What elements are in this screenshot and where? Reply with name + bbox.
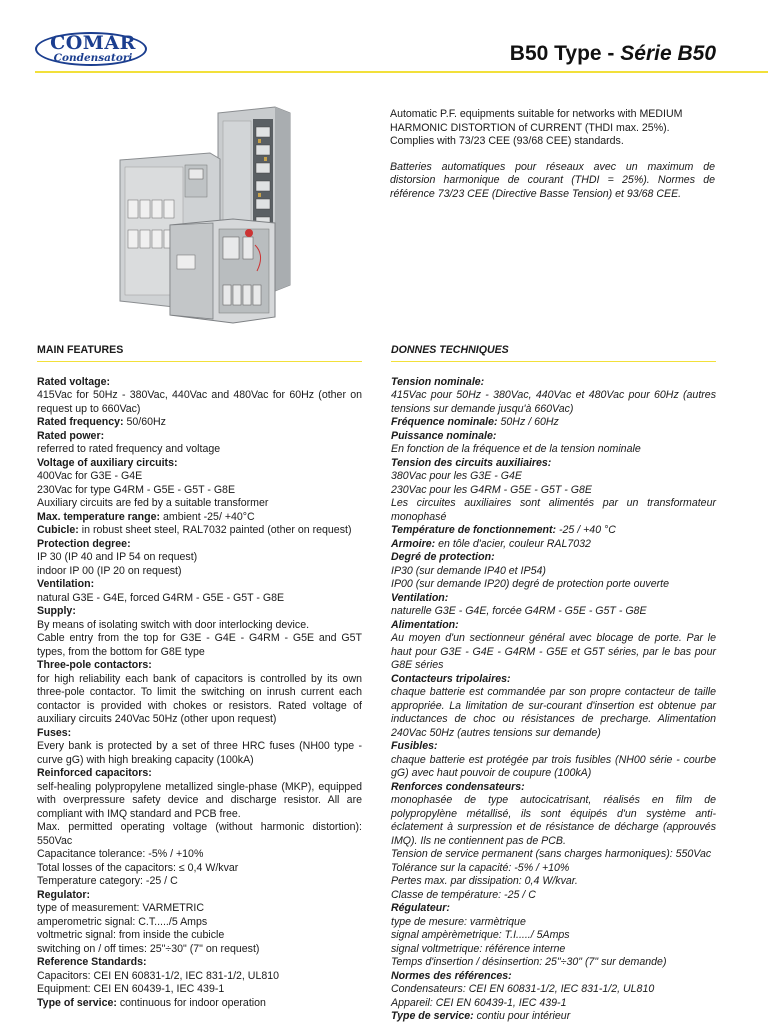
spec-item (391, 416, 716, 430)
donnes-techniques-heading: DONNES TECHNIQUES (391, 344, 716, 362)
spec-label: Fusibles: (391, 740, 438, 752)
spec-line: self-healing polypropylene metallized single-phase (MKP), equipped with overpressure safety device and discharge resistor. All are compliant with IMQ standard and PCB free. (37, 780, 362, 820)
spec-line: By means of isolating switch with door interlocking device. (37, 618, 310, 631)
spec-item (391, 781, 716, 903)
spec-line: chaque batterie est commandée par son propre contacteur de taille appropriée. La limitation de sur-courant d'insertion est obtenue par inductances de choc ou résistances de precharge. Alimentation 240Vac 50Hz (autres tensions sur demande) (391, 686, 716, 739)
spec-item (391, 673, 716, 741)
spec-item (391, 902, 716, 970)
spec-label: Ventilation: (391, 591, 449, 604)
header-rule (35, 71, 768, 73)
spec-item (391, 740, 716, 781)
spec-line: En fonction de la fréquence et de la tension nominale (391, 443, 641, 455)
spec-line: Temps d'insertion / désinsertion: 25"÷30" (7" sur demande) (391, 956, 667, 968)
spec-line: Tension de service permanent (sans charges harmoniques): 550Vac (391, 848, 712, 860)
spec-label: Rated voltage: (37, 375, 110, 388)
spec-item (391, 457, 716, 525)
spec-line: chaque batterie est protégée par trois fusibles (NH00 série - courbe gG) avec haut pouvoir de coupure (100kA) (391, 753, 716, 779)
spec-value: ambient -25/ +40°C (163, 510, 255, 523)
spec-label: Degré de protection: (391, 551, 495, 563)
spec-line: voltmetric signal: from inside the cubicle (37, 929, 225, 941)
spec-line: 380Vac pour les G3E - G4E (391, 470, 522, 482)
intro-french: Batteries automatiques pour réseaux avec un maximum de distorsion harmonique de courant (THDI = 25%). Normes de référence 73/23 CEE (Directive Basse Tension) et 93/68 CEE. (390, 160, 715, 200)
spec-line: Every bank is protected by a set of three HRC fuses (NH00 type - curve gG) with high breaking capacity (100kA) (37, 740, 362, 766)
spec-line: type de mesure: varmètrique (391, 915, 526, 928)
spec-label: Alimentation: (391, 618, 459, 631)
spec-item (37, 889, 362, 957)
spec-line: IP30 (sur demande IP40 et IP54) (391, 564, 546, 577)
spec-value: in robust sheet steel, RAL7032 painted (other on request) (81, 524, 352, 536)
main-features-list (37, 376, 362, 1011)
spec-line: Cable entry from the top for G3E - G4E - G4RM - G5E and G5T types, from the bottom for G8E type (37, 632, 362, 658)
spec-line: Capacitors: CEI EN 60831-1/2, IEC 831-1/2, UL810 (37, 969, 280, 982)
spec-label: Three-pole contactors: (37, 659, 152, 671)
spec-item (391, 592, 716, 619)
spec-line: Pertes max. par dissipation: 0,4 W/kvar. (391, 875, 578, 887)
spec-label: Max. temperature range: (37, 510, 161, 523)
spec-label: Supply: (37, 605, 76, 617)
spec-label: Reference Standards: (37, 956, 147, 968)
spec-line: Auxiliary circuits are fed by a suitable transformer (37, 497, 269, 509)
page-title (510, 42, 716, 66)
spec-line: natural G3E - G4E, forced G4RM - G5E - G5T - G8E (37, 591, 285, 604)
title-main: B50 Type - (509, 42, 621, 65)
spec-line: IP 30 (IP 40 and IP 54 on request) (37, 551, 198, 563)
spec-label: Puissance nominale: (391, 429, 497, 442)
spec-line: Total losses of the capacitors: ≤ 0,4 W/kvar (37, 861, 239, 874)
main-features-column (37, 344, 362, 1010)
spec-label: Voltage of auxiliary circuits: (37, 456, 178, 469)
spec-line: 230Vac for type G4RM - G5E - G5T - G8E (37, 483, 236, 496)
spec-item (391, 430, 716, 457)
spec-item (37, 511, 362, 525)
spec-line: 400Vac for G3E - G4E (37, 470, 143, 482)
spec-line: 415Vac pour 50Hz - 380Vac, 440Vac et 480Vac pour 60Hz (autres tensions sur demande jusqu'à 660Vac) (391, 389, 716, 415)
spec-label: Tension nominale: (391, 375, 485, 388)
spec-item (37, 767, 362, 889)
spec-value: continuous for indoor operation (119, 996, 266, 1009)
spec-label: Regulator: (37, 888, 90, 901)
spec-item (37, 578, 362, 605)
spec-item (37, 457, 362, 511)
spec-line: switching on / off times: 25"÷30" (7" on request) (37, 942, 260, 955)
spec-line: Classe de température: -25 / C (391, 888, 536, 901)
comar-logo (35, 30, 150, 70)
spec-value: 50Hz / 60Hz (500, 416, 559, 428)
spec-item (391, 551, 716, 592)
spec-line: Appareil: CEI EN 60439-1, IEC 439-1 (391, 996, 567, 1009)
spec-item (391, 376, 716, 417)
spec-item (37, 956, 362, 997)
spec-label: Contacteurs tripolaires: (391, 672, 511, 685)
intro-text (390, 108, 715, 213)
spec-item (391, 538, 716, 552)
spec-label: Protection degree: (37, 537, 131, 550)
spec-item (391, 970, 716, 1011)
spec-line: Au moyen d'un sectionneur général avec blocage de porte. Par le haut pour G3E - G4E - G4RM - G5E et G5T séries, par le bas pour G8E séries (391, 632, 716, 671)
donnes-techniques-list (391, 376, 716, 1024)
page-header (0, 0, 768, 80)
spec-line: signal voltmetrique: référence interne (391, 942, 566, 955)
spec-line: naturelle G3E - G4E, forcée G4RM - G5E - G5T - G8E (391, 605, 647, 617)
intro-english: Automatic P.F. equipments suitable for networks with MEDIUM HARMONIC DISTORTION of CURRENT (THDI max. 25%). Complies with 73/23 CEE (93/68 CEE) standards. (390, 108, 683, 147)
spec-line: Temperature category: -25 / C (37, 875, 178, 887)
spec-value: en tôle d'acier, couleur RAL7032 (438, 537, 591, 550)
spec-label: Rated frequency: (37, 416, 124, 428)
spec-item (391, 524, 716, 538)
spec-label: Fréquence nominale: (391, 416, 498, 428)
spec-line: Tolérance sur la capacité: -5% / +10% (391, 861, 570, 874)
spec-label: Type of service: (37, 996, 117, 1009)
spec-item (37, 430, 362, 457)
spec-value: 50/60Hz (126, 416, 166, 428)
spec-item (391, 1010, 716, 1024)
spec-line: monophasée de type autocicatrisant, réalisés en film de polypropylène métallisé, ils sont équipés d'un système anti-éclatement à surpression et de résistance de décharge (approuvés IMQ). Ils ne contiennent pas de PCB. (391, 794, 716, 847)
spec-line: indoor IP 00 (IP 20 on request) (37, 564, 182, 577)
spec-line: 415Vac for 50Hz - 380Vac, 440Vac and 480Vac for 60Hz (other on request up to 660Vac) (37, 389, 362, 415)
spec-label: Température de fonctionnement: (391, 524, 557, 536)
spec-item (37, 538, 362, 579)
spec-line: Condensateurs: CEI EN 60831-1/2, IEC 831-1/2, UL810 (391, 983, 655, 995)
donnes-techniques-column (391, 344, 716, 1024)
spec-line: Max. permitted operating voltage (without harmonic distortion): 550Vac (37, 821, 362, 847)
spec-label: Type de service: (391, 1010, 474, 1022)
spec-line: IP00 (sur demande IP20) degré de protection porte ouverte (391, 578, 669, 590)
title-italic: Série B50 (620, 42, 716, 65)
cabinets-photo (115, 105, 315, 325)
spec-line: Capacitance tolerance: -5% / +10% (37, 848, 204, 860)
spec-line: for high reliability each bank of capacitors is controlled by its own three-pole contactor. To limit the switching on inrush current each contactor is provided with chokes or resistors. Rated voltage of auxiliary circuits 240Vac 50Hz (other upon request) (37, 672, 362, 725)
spec-line: amperometric signal: C.T...../5 Amps (37, 915, 208, 928)
spec-label: Régulateur: (391, 902, 450, 914)
spec-value: -25 / +40 °C (558, 524, 616, 536)
main-features-heading: MAIN FEATURES (37, 344, 362, 362)
spec-item (37, 997, 362, 1011)
spec-item (37, 727, 362, 768)
spec-item (391, 619, 716, 673)
spec-label: Armoire: (391, 537, 436, 550)
spec-label: Rated power: (37, 429, 105, 442)
logo-name: COMAR (50, 32, 136, 54)
spec-line: Les circuites auxiliaires sont alimentés par un transformateur monophasé (391, 497, 716, 523)
spec-item (37, 659, 362, 727)
spec-label: Reinforced capacitors: (37, 767, 152, 779)
spec-item (37, 524, 362, 538)
spec-line: Equipment: CEI EN 60439-1, IEC 439-1 (37, 983, 225, 995)
spec-line: referred to rated frequency and voltage (37, 443, 221, 455)
spec-item (37, 416, 362, 430)
spec-label: Fuses: (37, 726, 72, 739)
logo-subtitle: Condensatori (53, 52, 133, 64)
spec-line: type of measurement: VARMETRIC (37, 902, 205, 914)
spec-line: 230Vac pour les G4RM - G5E - G5T - G8E (391, 483, 592, 496)
spec-line: signal ampèrèmetrique: T.I...../ 5Amps (391, 929, 570, 941)
spec-label: Ventilation: (37, 578, 95, 590)
spec-value: contiu pour intérieur (476, 1010, 571, 1022)
spec-label: Normes des références: (391, 969, 512, 982)
spec-item (37, 605, 362, 659)
spec-label: Tension des circuits auxiliaires: (391, 456, 552, 469)
spec-label: Renforces condensateurs: (391, 780, 525, 793)
spec-label: Cubicle: (37, 524, 79, 536)
spec-item (37, 376, 362, 417)
